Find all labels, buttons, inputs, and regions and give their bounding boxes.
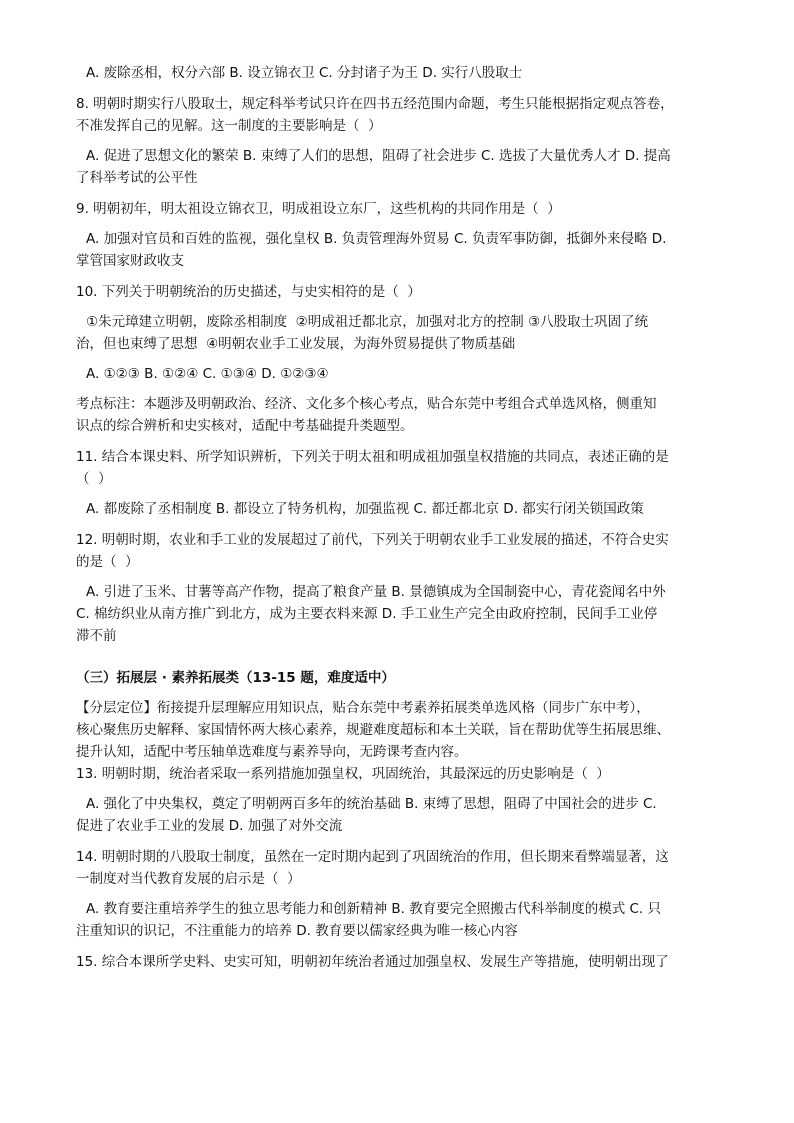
q14-options-cont: 注重知识的识记，不注重能力的培养 D. 教育要以儒家经典为唯一核心内容	[76, 923, 518, 939]
q7-options: A. 废除丞相，权分六部 B. 设立锦衣卫 C. 分封诸子为王 D. 实行八股取士	[86, 65, 523, 81]
q8-options-cont: 了科举考试的公平性	[76, 170, 198, 186]
q10-note: 考点标注：本题涉及明朝政治、经济、文化多个核心考点，贴合东莞中考组合式单选风格，侧重知	[76, 396, 657, 412]
q8-options: A. 促进了思想文化的繁荣 B. 束缚了人们的思想，阻碍了社会进步 C. 选拔了大量优秀人才 D. 提高	[86, 148, 671, 164]
q10-note-cont: 识点的综合辨析和史实核对，适配中考基础提升类题型。	[76, 418, 414, 434]
q11-stem-cont: （ ）	[76, 471, 112, 487]
q13-options-cont: 促进了农业手工业的发展 D. 加强了对外交流	[76, 818, 343, 834]
q9-options-cont: 掌管国家财政收支	[76, 253, 184, 269]
q12-options: A. 引进了玉米、甘薯等高产作物，提高了粮食产量 B. 景德镇成为全国制瓷中心，青花瓷闻名中外	[86, 584, 666, 600]
q14-options: A. 教育要注重培养学生的独立思考能力和创新精神 B. 教育要完全照搬古代科举制度的模式 C. 只	[86, 901, 662, 917]
q10-statements: ①朱元璋建立明朝，废除丞相制度 ②明成祖迁都北京，加强对北方的控制 ③八股取士巩固了统	[86, 314, 649, 330]
q12-options-cont: C. 棉纺织业从南方推广到北方，成为主要衣料来源 D. 手工业生产完全由政府控制，民间手工业停	[76, 606, 658, 622]
section-intro-cont2: 提升认知，适配中考压轴单选难度与素养导向，无跨课考查内容。	[76, 744, 468, 760]
q9-options: A. 加强对官员和百姓的监视，强化皇权 B. 负责管理海外贸易 C. 负责军事防御，抵御外来侵略 D.	[86, 231, 667, 247]
q11-stem: 11. 结合本课史料、所学知识辨析，下列关于明太祖和明成祖加强皇权措施的共同点，表述正确的是	[76, 449, 669, 465]
q12-stem: 12. 明朝时期，农业和手工业的发展超过了前代，下列关于明朝农业手工业发展的描述，不符合史实	[76, 532, 669, 548]
q8-stem: 8. 明朝时期实行八股取士，规定科举考试只许在四书五经范围内命题，考生只能根据指定观点答卷，	[76, 96, 674, 112]
q14-stem: 14. 明朝时期的八股取士制度，虽然在一定时期内起到了巩固统治的作用，但长期来看弊端显著，这	[76, 849, 669, 865]
q14-stem-cont: 一制度对当代教育发展的启示是（ ）	[76, 871, 301, 887]
section-heading: （三）拓展层 · 素养拓展类（13-15 题，难度适中）	[76, 670, 395, 686]
q15-stem: 15. 综合本课所学史料、史实可知，明朝初年统治者通过加强皇权、发展生产等措施，使明朝出现了	[76, 954, 669, 970]
q13-options: A. 强化了中央集权，奠定了明朝两百多年的统治基础 B. 束缚了思想，阻碍了中国社会的进步 C.	[86, 796, 657, 812]
q13-stem: 13. 明朝时期，统治者采取一系列措施加强皇权，巩固统治，其最深远的历史影响是（ ）	[76, 766, 610, 782]
q9-stem: 9. 明朝初年，明太祖设立锦衣卫，明成祖设立东厂，这些机构的共同作用是（ ）	[76, 201, 561, 217]
q10-options: A. ①②③ B. ①②④ C. ①③④ D. ①②③④	[86, 366, 329, 382]
section-intro-cont: 核心聚焦历史解释、家国情怀两大核心素养，规避难度超标和本土关联，旨在帮助优等生拓展思维、	[76, 722, 670, 738]
q10-statements-cont: 治，但也束缚了思想 ④明朝农业手工业发展，为海外贸易提供了物质基础	[76, 336, 516, 352]
document-page	[76, 62, 726, 973]
q11-options: A. 都废除了丞相制度 B. 都设立了特务机构，加强监视 C. 都迁都北京 D. 都实行闭关锁国政策	[86, 501, 644, 517]
section-intro: 【分层定位】衔接提升层理解应用知识点，贴合东莞中考素养拓展类单选风格（同步广东中考），	[76, 700, 650, 716]
q8-stem-cont: 不准发挥自己的见解。这一制度的主要影响是（ ）	[76, 118, 382, 134]
q12-stem-cont: 的是（ ）	[76, 554, 139, 570]
q10-stem: 10. 下列关于明朝统治的历史描述，与史实相符的是（ ）	[76, 284, 421, 300]
q12-options-cont2: 滞不前	[76, 628, 117, 644]
